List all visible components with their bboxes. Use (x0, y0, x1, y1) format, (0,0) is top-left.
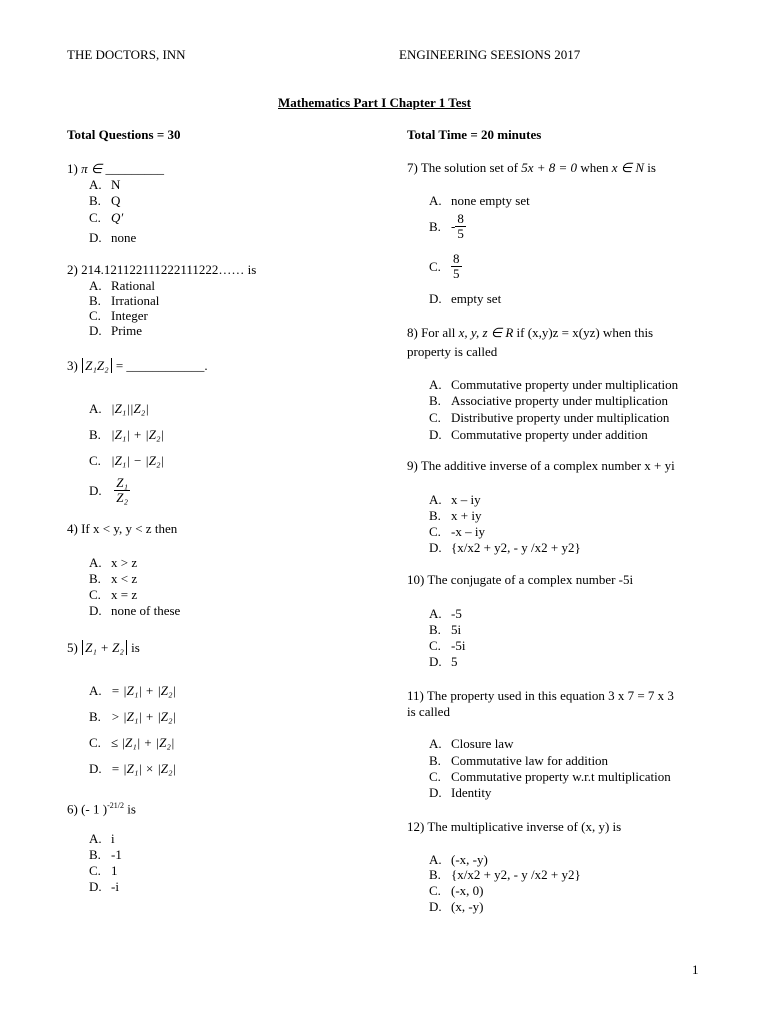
option-text: 5 (451, 654, 458, 669)
option-text: ≤ |Z₁| + |Z₂| (111, 735, 175, 750)
option-letter: C. (89, 587, 101, 602)
option-letter: D. (429, 899, 442, 914)
option-letter: C. (89, 735, 101, 750)
option-text: none of these (111, 603, 181, 618)
q5-number: 5) (67, 640, 78, 655)
q12-option-c (429, 883, 484, 898)
option-letter: C. (429, 638, 441, 653)
option-text: Identity (451, 785, 492, 800)
option-text: Q (111, 193, 121, 208)
q3-option-c (89, 453, 164, 468)
option-letter: C. (429, 410, 441, 425)
option-letter: A. (429, 492, 442, 507)
option-text: {x/x2 + y2, - y /x2 + y2} (451, 540, 581, 555)
q8-option-a (429, 377, 678, 392)
q8-stem-line2: property is called (407, 344, 498, 359)
option-letter: A. (429, 193, 442, 208)
q12-stem: 12) The multiplicative inverse of (x, y) is (407, 819, 622, 834)
option-text: Commutative property w.r.t multiplication (451, 769, 671, 784)
q9-option-b (429, 508, 481, 523)
q7-option-c (429, 252, 462, 281)
option-text: Associative property under multiplication (451, 393, 668, 408)
q11-stem: 11) The property used in this equation 3 x 7 = 7 x 3 (407, 688, 674, 703)
option-letter: D. (89, 482, 102, 498)
fraction-denominator: 5 (457, 226, 464, 241)
total-time: Total Time = 20 minutes (407, 127, 542, 142)
q7-suffix: is (647, 160, 656, 175)
q1-option-c (89, 210, 123, 225)
option-text: x – iy (451, 492, 481, 507)
q8-suffix: if (x,y)z = x(yz) when this (516, 325, 654, 340)
option-letter: B. (429, 753, 441, 768)
option-text: = |Z₁| × |Z₂| (111, 761, 177, 776)
q5-stem (67, 640, 140, 655)
q4-option-a (89, 555, 137, 570)
q10-option-b (429, 622, 461, 637)
q7-option-b (429, 212, 466, 241)
q7-option-d (429, 291, 501, 306)
option-letter: A. (89, 177, 102, 192)
option-text: (-x, -y) (451, 852, 488, 867)
option-letter: C. (429, 524, 441, 539)
q4-option-b (89, 571, 137, 586)
option-text: Commutative law for addition (451, 753, 609, 768)
q3-number: 3) (67, 358, 78, 373)
option-letter: A. (89, 401, 102, 416)
q10-option-a (429, 606, 462, 621)
q2-option-a (89, 278, 155, 293)
q12-option-b (429, 867, 581, 882)
q4-stem: 4) If x < y, y < z then (67, 521, 178, 536)
option-text: 1 (111, 863, 118, 878)
q3-blank: = ____________. (115, 358, 208, 373)
q7-b-fraction (455, 212, 466, 241)
option-text: x < z (111, 571, 138, 586)
option-text: Commutative property under addition (451, 427, 648, 442)
option-text: Integer (111, 308, 148, 323)
option-letter: B. (429, 867, 441, 882)
q8-option-d (429, 427, 648, 442)
q6-option-a (89, 831, 115, 846)
q9-option-a (429, 492, 481, 507)
option-text: Commutative property under multiplication (451, 377, 679, 392)
q6-base: 6) (- 1 ) (67, 801, 108, 817)
q6-suffix: is (127, 801, 136, 817)
header-left: THE DOCTORS, INN (67, 47, 186, 62)
fraction-numerator: 8 (453, 251, 460, 266)
q9-option-d (429, 540, 581, 555)
q8-option-c (429, 410, 669, 425)
q11-option-d (429, 785, 491, 800)
q5-option-b (89, 709, 176, 724)
q1-option-a (89, 177, 120, 192)
q7-c-fraction (451, 252, 462, 281)
q9-option-c (429, 524, 485, 539)
option-text: Distributive property under multiplication (451, 410, 670, 425)
q5-option-c (89, 735, 174, 750)
option-letter: B. (429, 622, 441, 637)
option-letter: D. (89, 323, 102, 338)
q7-prefix: 7) The solution set of (407, 160, 518, 175)
q2-option-b (89, 293, 159, 308)
q9-stem: 9) The additive inverse of a complex number x + yi (407, 458, 675, 473)
option-letter: B. (89, 571, 101, 586)
option-text: Q′ (111, 210, 124, 225)
fraction-numerator: 8 (457, 211, 464, 226)
q8-stem (407, 325, 653, 340)
option-letter: D. (429, 540, 442, 555)
q10-option-d (429, 654, 458, 669)
q7-stem (407, 160, 656, 175)
q12-option-d (429, 899, 484, 914)
q5-suffix: is (131, 640, 140, 655)
option-letter: C. (89, 308, 101, 323)
q11-stem-line2: is called (407, 704, 450, 719)
option-letter: D. (89, 879, 102, 894)
q1-option-d (89, 230, 136, 245)
page-number: 1 (692, 962, 699, 977)
option-letter: C. (89, 210, 101, 225)
header-right: ENGINEERING SEESIONS 2017 (399, 47, 581, 62)
option-text: x + iy (451, 508, 482, 523)
q3-math: Z₁Z₂ (82, 358, 112, 373)
option-text: x = z (111, 587, 138, 602)
q3-stem (67, 358, 208, 373)
option-text: (-x, 0) (451, 883, 484, 898)
q4-option-c (89, 587, 137, 602)
option-letter: C. (429, 769, 441, 784)
option-text: Irrational (111, 293, 160, 308)
q1-stem (67, 161, 164, 176)
q1-math: π ∈ (81, 161, 103, 176)
q1-option-b (89, 193, 120, 208)
option-text: Closure law (451, 736, 514, 751)
option-letter: C. (429, 258, 441, 274)
option-text: N (111, 177, 121, 192)
option-letter: A. (429, 377, 442, 392)
fraction-denominator: 5 (453, 266, 460, 281)
option-text: {x/x2 + y2, - y /x2 + y2} (451, 867, 581, 882)
q5-option-d (89, 761, 176, 776)
option-letter: B. (89, 193, 101, 208)
option-text: |Z₁| − |Z₂| (111, 453, 165, 468)
q7-equation: 5x + 8 = 0 (521, 160, 578, 175)
q12-option-a (429, 852, 488, 867)
option-text: -5 (451, 606, 462, 621)
option-text: 5i (451, 622, 462, 637)
option-text: empty set (451, 291, 502, 306)
q1-number: 1) (67, 161, 78, 176)
option-letter: B. (429, 508, 441, 523)
q6-stem (67, 798, 136, 816)
option-text: none empty set (451, 193, 530, 208)
option-letter: A. (429, 736, 442, 751)
option-letter: A. (429, 852, 442, 867)
q10-option-c (429, 638, 465, 653)
q6-option-d (89, 879, 119, 894)
option-letter: C. (89, 453, 101, 468)
q4-option-d (89, 603, 180, 618)
option-text: -i (111, 879, 119, 894)
option-letter: C. (89, 863, 101, 878)
q7-b-sign: - (451, 218, 456, 234)
q2-option-d (89, 323, 142, 338)
option-text: none (111, 230, 137, 245)
fraction-denominator: Z₂ (116, 490, 128, 505)
option-letter: A. (89, 278, 102, 293)
q5-option-a (89, 683, 176, 698)
q3-fraction (114, 476, 130, 505)
q8-option-b (429, 393, 668, 408)
q10-stem: 10) The conjugate of a complex number -5i (407, 572, 634, 587)
option-letter: C. (429, 883, 441, 898)
option-text: Prime (111, 323, 143, 338)
q8-prefix: 8) For all (407, 325, 456, 340)
q7-option-a (429, 193, 530, 208)
option-text: i (111, 831, 115, 846)
option-text: -5i (451, 638, 466, 653)
option-letter: A. (429, 606, 442, 621)
q8-vars: x, y, z ∈ R (458, 325, 514, 340)
q7-when: when (580, 160, 609, 175)
option-letter: D. (429, 785, 442, 800)
page-title: Mathematics Part I Chapter 1 Test (278, 95, 471, 110)
fraction-numerator: Z₁ (116, 475, 128, 490)
q2-stem: 2) 214.121122111222111222…… is (67, 262, 257, 277)
option-letter: B. (89, 709, 101, 724)
q11-option-b (429, 753, 608, 768)
q7-set: x ∈ N (611, 160, 644, 175)
q5-math: Z₁ + Z₂ (82, 640, 127, 655)
option-letter: D. (429, 654, 442, 669)
q2-option-c (89, 308, 148, 323)
option-letter: B. (429, 393, 441, 408)
option-text: = |Z₁| + |Z₂| (111, 683, 177, 698)
option-letter: D. (429, 427, 442, 442)
option-letter: B. (429, 218, 441, 234)
option-text: (x, -y) (451, 899, 484, 914)
q1-blank: _________ (105, 161, 164, 176)
option-letter: B. (89, 847, 101, 862)
q11-option-c (429, 769, 671, 784)
q6-exponent: -21/2 (107, 801, 124, 810)
option-letter: A. (89, 831, 102, 846)
option-letter: D. (429, 291, 442, 306)
option-text: > |Z₁| + |Z₂| (111, 709, 177, 724)
q6-option-b (89, 847, 122, 862)
option-text: |Z₁| + |Z₂| (111, 427, 165, 442)
q11-option-a (429, 736, 513, 751)
option-text: -1 (111, 847, 122, 862)
option-text: -x – iy (451, 524, 485, 539)
q3-option-b (89, 427, 164, 442)
option-letter: D. (89, 761, 102, 776)
option-letter: A. (89, 683, 102, 698)
option-text: x > z (111, 555, 138, 570)
option-text: |Z₁||Z₂| (111, 401, 149, 416)
q3-option-d (89, 476, 130, 505)
option-text: Rational (111, 278, 156, 293)
total-questions: Total Questions = 30 (67, 127, 181, 142)
option-letter: B. (89, 427, 101, 442)
option-letter: D. (89, 603, 102, 618)
option-letter: D. (89, 230, 102, 245)
q3-option-a (89, 401, 149, 416)
option-letter: A. (89, 555, 102, 570)
q6-option-c (89, 863, 118, 878)
option-letter: B. (89, 293, 101, 308)
